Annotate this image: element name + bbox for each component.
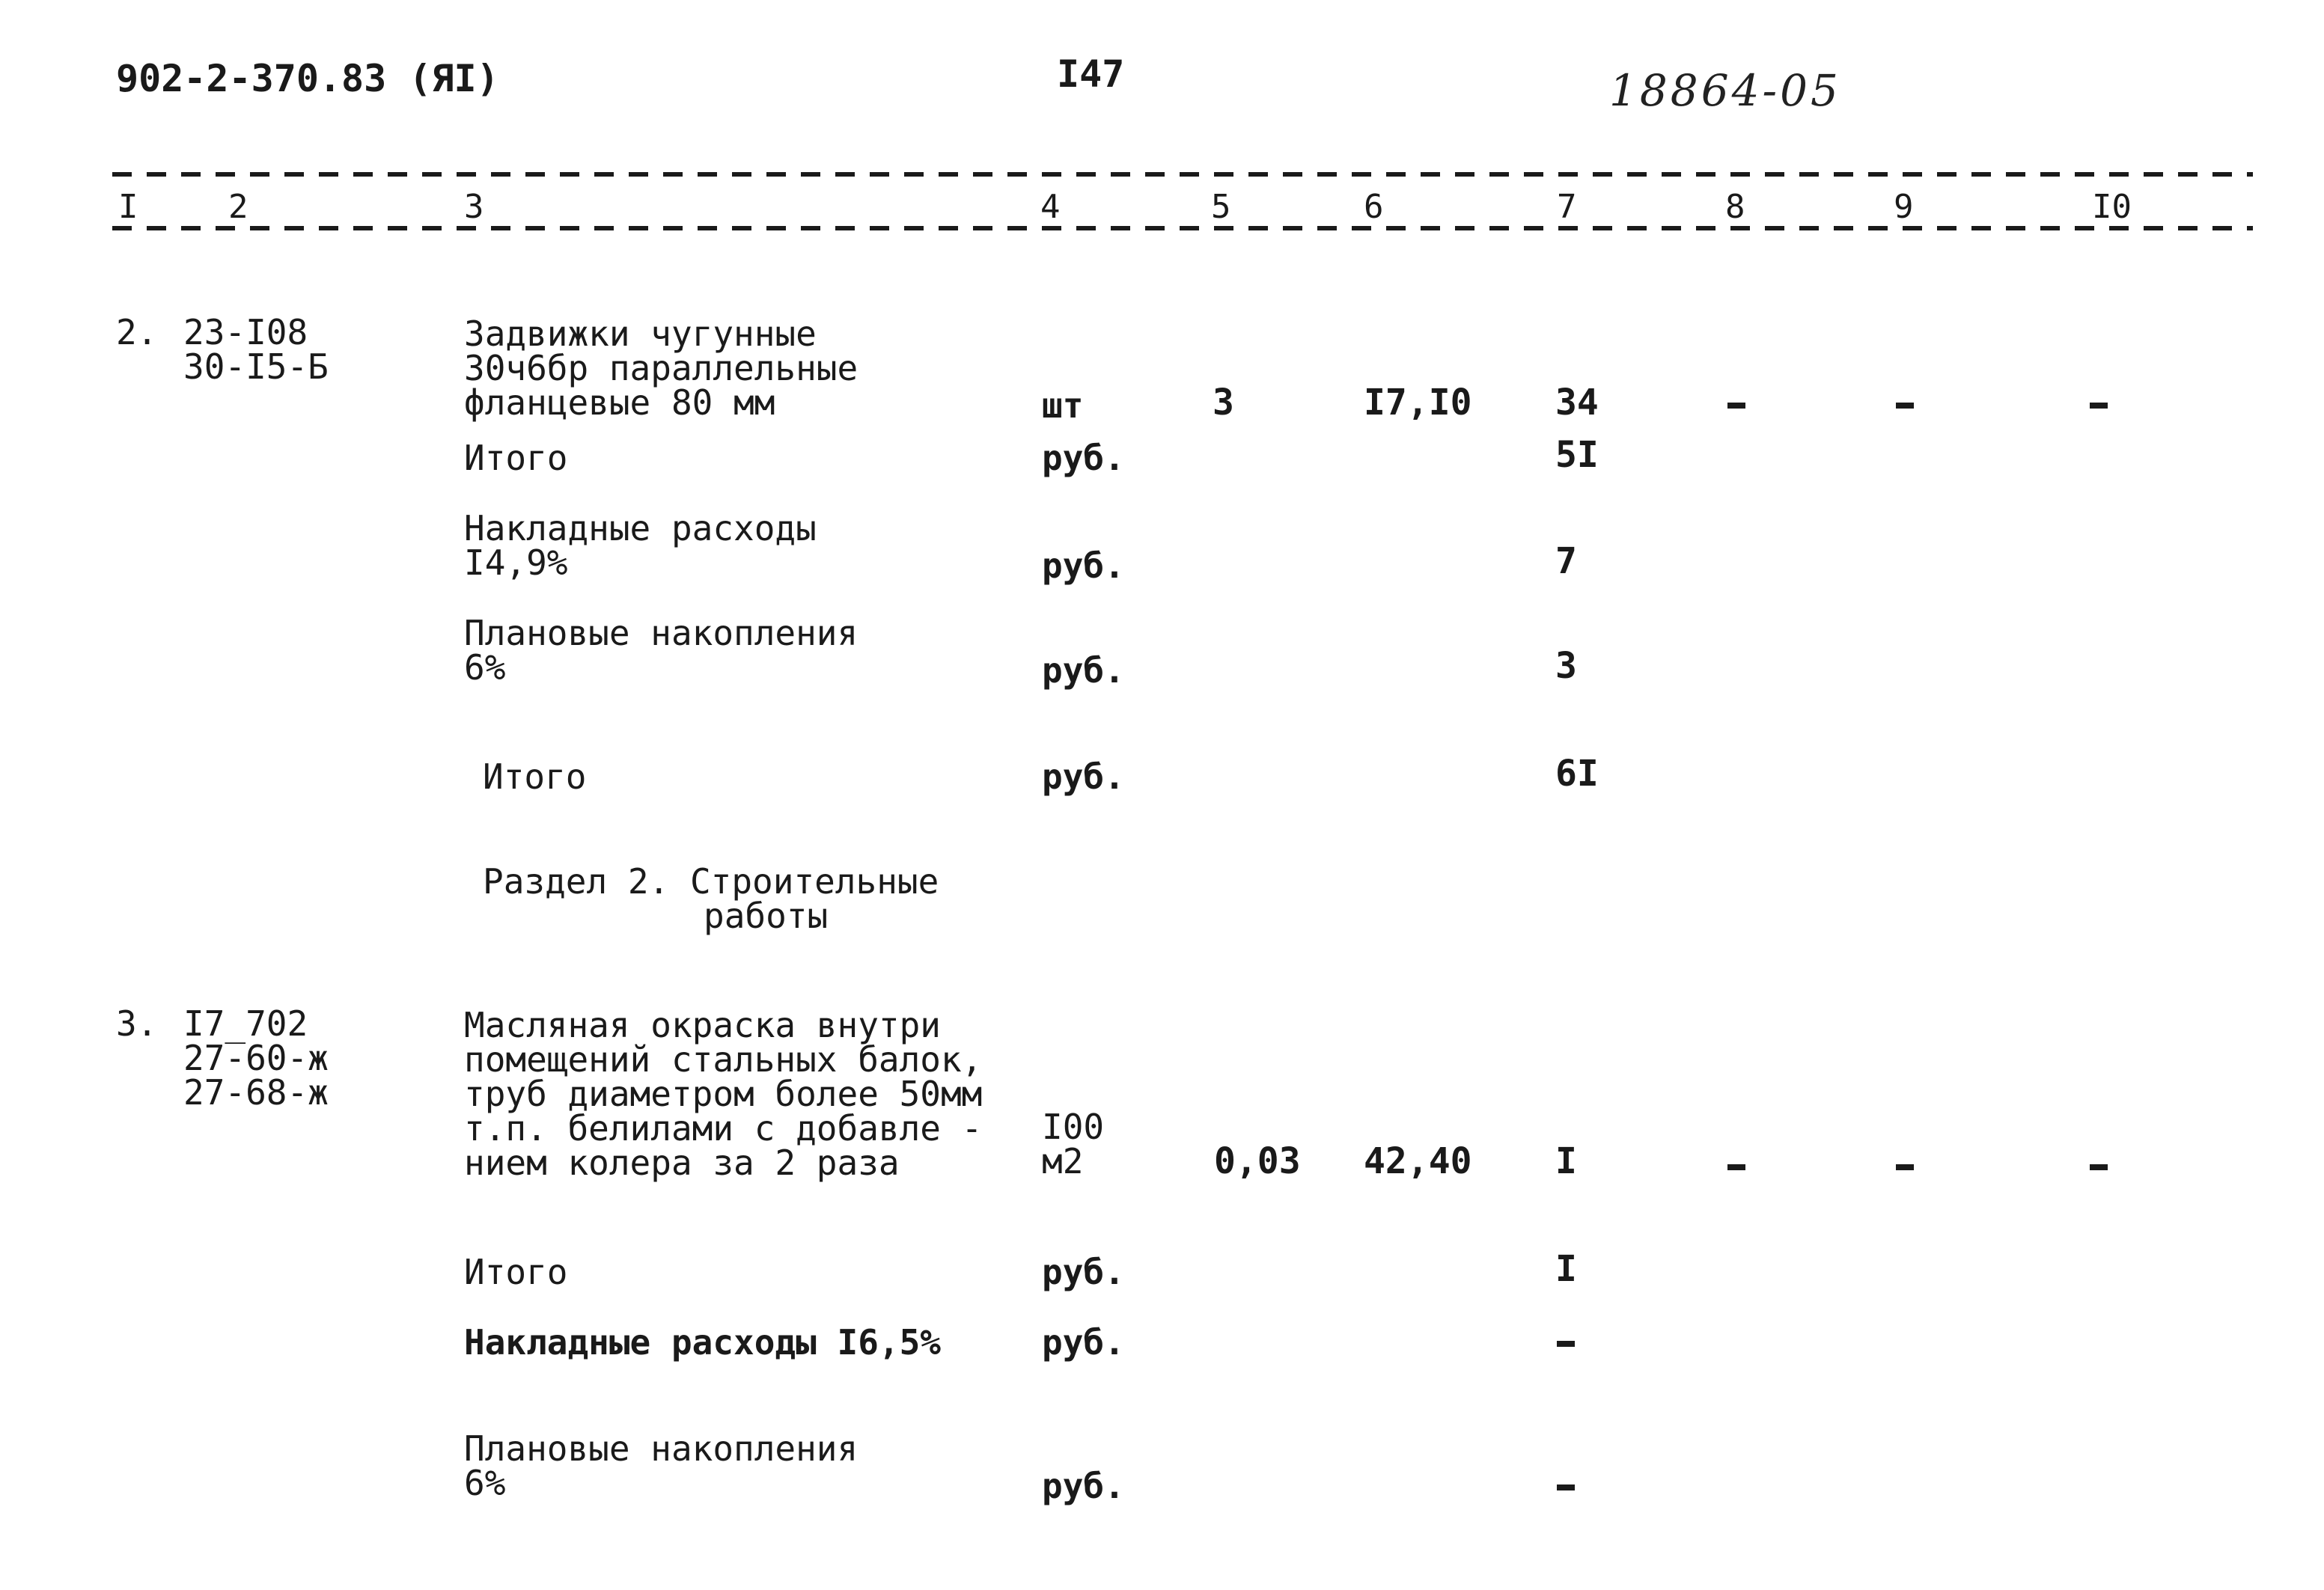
row-2-unit: шт — [1042, 385, 1084, 426]
row-2-overhead-value: 7 — [1555, 540, 1577, 582]
row-2-quantity: 3 — [1213, 382, 1234, 424]
column-header-10: I0 — [2092, 188, 2132, 226]
row-2-planned-label-2: 6% — [464, 647, 506, 688]
column-header-3: 3 — [464, 188, 484, 226]
row-3-unit-2: м2 — [1042, 1141, 1084, 1181]
row-3-desc-5: нием колера за 2 раза — [464, 1143, 900, 1183]
row-2-total: 34 — [1555, 382, 1599, 424]
row-3-col10-dash — [2090, 1164, 2108, 1170]
row-2-desc-1: Задвижки чугунные — [464, 314, 817, 354]
section-heading-cont: работы — [704, 896, 829, 936]
column-header-2: 2 — [228, 188, 248, 226]
bottom-dashed-rule — [112, 226, 2253, 230]
row-2-overhead-unit: руб. — [1042, 545, 1125, 586]
row-3-overhead-unit: руб. — [1042, 1322, 1125, 1363]
row-2-total-label: Итого — [483, 756, 587, 797]
column-header-8: 8 — [1725, 188, 1745, 226]
row-3-code-2: 27-60-ж — [183, 1038, 329, 1078]
column-header-4: 4 — [1040, 188, 1061, 226]
row-2-desc-2: 30ч6бр параллельные — [464, 348, 858, 388]
row-2-col10-dash — [2090, 403, 2108, 409]
row-3-subtotal-label: Итого — [464, 1252, 568, 1292]
row-2-number: 2. — [116, 312, 158, 352]
row-3-desc-3: труб диаметром более 50мм — [464, 1074, 983, 1114]
row-3-code-1: I7_702 — [183, 1003, 308, 1044]
row-3-number: 3. — [116, 1003, 158, 1044]
handwritten-code: 18864-05 — [1609, 65, 1841, 116]
row-3-planned-dash — [1557, 1484, 1575, 1490]
row-3-price: 42,40 — [1364, 1140, 1472, 1182]
column-header-7: 7 — [1557, 188, 1577, 226]
row-3-subtotal-value: I — [1555, 1248, 1577, 1290]
row-2-desc-3: фланцевые 80 мм — [464, 382, 775, 423]
row-3-planned-label-2: 6% — [464, 1463, 506, 1503]
row-3-unit-1: I00 — [1042, 1107, 1105, 1147]
row-3-desc-2: помещений стальных балок, — [464, 1039, 983, 1080]
row-2-planned-label-1: Плановые накопления — [464, 613, 858, 653]
row-3-col8-dash — [1727, 1164, 1745, 1170]
row-3-overhead-dash — [1557, 1341, 1575, 1347]
row-2-total-value: 6I — [1555, 753, 1599, 795]
row-3-desc-4: т.п. белилами с добавле - — [464, 1108, 983, 1149]
row-2-overhead-label-2: I4,9% — [464, 542, 568, 583]
row-2-planned-value: 3 — [1555, 645, 1577, 687]
page-number: I47 — [1057, 52, 1125, 96]
row-2-planned-unit: руб. — [1042, 650, 1125, 691]
row-3-code-3: 27-68-ж — [183, 1072, 329, 1113]
top-dashed-rule — [112, 172, 2253, 177]
row-3-desc-1: Масляная окраска внутри — [464, 1005, 941, 1045]
document-code: 902-2-370.83 (ЯI) — [116, 57, 499, 100]
column-header-6: 6 — [1364, 188, 1384, 226]
column-header-9: 9 — [1894, 188, 1914, 226]
row-3-overhead-label: Накладные расходы I6,5% — [464, 1322, 941, 1363]
row-2-subtotal-value: 5I — [1555, 434, 1599, 476]
row-2-code-1: 23-I08 — [183, 312, 308, 352]
row-2-col8-dash — [1727, 403, 1745, 409]
column-header-1: I — [118, 188, 138, 226]
row-3-col9-dash — [1896, 1164, 1914, 1170]
row-3-planned-label-1: Плановые накопления — [464, 1428, 858, 1469]
column-header-5: 5 — [1211, 188, 1231, 226]
row-2-overhead-label-1: Накладные расходы — [464, 508, 817, 548]
row-2-subtotal-label: Итого — [464, 438, 568, 478]
row-3-planned-unit: руб. — [1042, 1466, 1125, 1506]
row-3-quantity: 0,03 — [1214, 1140, 1301, 1182]
row-2-price: I7,I0 — [1364, 382, 1472, 424]
row-2-subtotal-unit: руб. — [1042, 438, 1125, 478]
row-3-subtotal-unit: руб. — [1042, 1252, 1125, 1292]
row-2-total-unit: руб. — [1042, 756, 1125, 797]
row-2-code-2: 30-I5-Б — [183, 346, 329, 387]
row-2-col9-dash — [1896, 403, 1914, 409]
section-heading: Раздел 2. Строительные — [483, 861, 939, 902]
row-3-total: I — [1555, 1140, 1577, 1182]
